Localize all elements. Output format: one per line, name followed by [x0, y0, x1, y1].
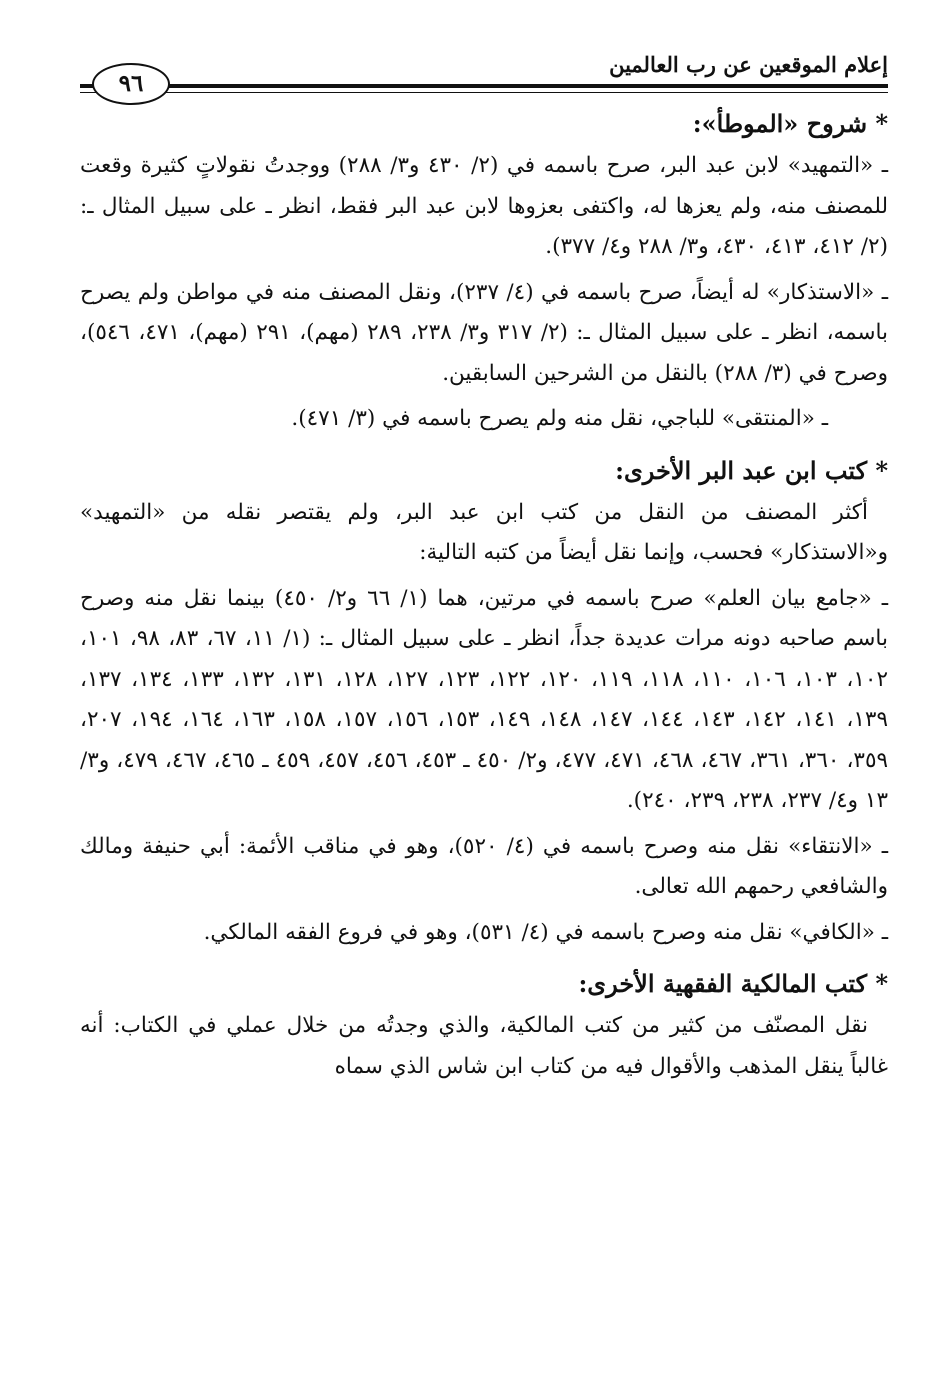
- paragraph-ibn-abd-al-barr-intro: أكثر المصنف من النقل من كتب ابن عبد البر، ولم يقتصر نقله من «التمهيد» و«الاستذكار» فحسب، وإنما نقل أيضاً من كتبه التالية:: [80, 499, 888, 565]
- header-rule-thin: [80, 92, 888, 93]
- page-body: [80, 104, 888, 1092]
- paragraph-tamhid: ـ «التمهيد» لابن عبد البر، صرح باسمه في (٢/ ٤٣٠ و٣/ ٢٨٨) ووجدتُ نقولاتٍ كثيرة وقعت للمصنف منه، ولم يعزها له، واكتفى بعزوها لابن عبد البر فقط، انظر ـ على سبيل المثال ـ: (٢/ ٤١٢، ٤١٣، ٤٣٠، و٣/ ٢٨٨ و٤/ ٣٧٧).: [80, 153, 889, 259]
- paragraph-intiqa: ـ «الانتقاء» نقل منه وصرح باسمه في (٤/ ٥٢٠)، وهو في مناقب الأئمة: أبي حنيفة ومالك والشافعي رحمهم الله تعالى.: [80, 833, 888, 899]
- paragraph-istidhkar: ـ «الاستذكار» له أيضاً، صرح باسمه في (٤/ ٢٣٧)، ونقل المصنف منه في مواطن ولم يصرح باسمه، انظر ـ على سبيل المثال ـ: (٢/ ٣١٧ و٣/ ٢٣٨، ٢٨٩ (مهم)، ٢٩١ (مهم)، ٤٧١، ٥٤٦)، وصرح في (٣/ ٢٨٨) بالنقل من الشرحين السابقين.: [80, 279, 889, 386]
- paragraph-muntaqa: ـ «المنتقى» للباجي، نقل منه ولم يصرح باسمه في (٣/ ٤٧١).: [291, 406, 828, 431]
- section-heading-muwatta: * شروح «الموطأ»:: [692, 109, 888, 138]
- paragraph-kafi: ـ «الكافي» نقل منه وصرح باسمه في (٤/ ٥٣١)، وهو في فروع الفقه المالكي.: [203, 919, 888, 945]
- section-heading-ibn-abd-al-barr: * كتب ابن عبد البر الأخرى:: [615, 455, 888, 485]
- header-rule-thick: [80, 84, 888, 88]
- page-number: ٩٦: [92, 63, 170, 105]
- running-title: إعلام الموقعين عن رب العالمين: [609, 52, 888, 77]
- paragraph-jami-bayan-al-ilm: ـ «جامع بيان العلم» صرح باسمه في مرتين، هما (١/ ٦٦ و٢/ ٤٥٠) بينما نقل منه وصرح باسم صاحبه دونه مرات عديدة جداً، انظر ـ على سبيل المثال ـ: (١/ ١١، ٦٧، ٨٣، ٩٨، ١٠١، ١٠٢، ١٠٣، ١٠٦، ١١٠، ١١٨، ١١٩، ١٢٠، ١٢٢، ١٢٣، ١٢٧، ١٢٨، ١٣١، ١٣٢، ١٣٣، ١٣٤، ١٣٧، ١٣٩، ١٤١، ١٤٢، ١٤٣، ١٤٤، ١٤٧، ١٤٨، ١٤٩، ١٥٣، ١٥٦، ١٥٧، ١٥٨، ١٦٣، ١٦٤، ١٩٤، ٢٠٧، ٣٥٩، ٣٦٠، ٣٦١، ٤٦٧، ٤٦٨، ٤٧١، ٤٧٧، و٢/ ٤٥٠ ـ ٤٥٣، ٤٥٦، ٤٥٧، ٤٥٩ ـ ٤٦٥، ٤٦٧، ٤٧٩، و٣/ ١٣ و٤/ ٢٣٧، ٢٣٨، ٢٣٩، ٢٤٠).: [80, 585, 889, 813]
- paragraph-maliki-fiqh: نقل المصنّف من كثير من كتب المالكية، والذي وجدتُه من خلال عملي في الكتاب: أنه غالباً ينقل المذهب والأقوال فيه من كتاب ابن شاس الذي سماه: [80, 1013, 888, 1079]
- section-heading-maliki-fiqh: * كتب المالكية الفقهية الأخرى:: [578, 969, 888, 998]
